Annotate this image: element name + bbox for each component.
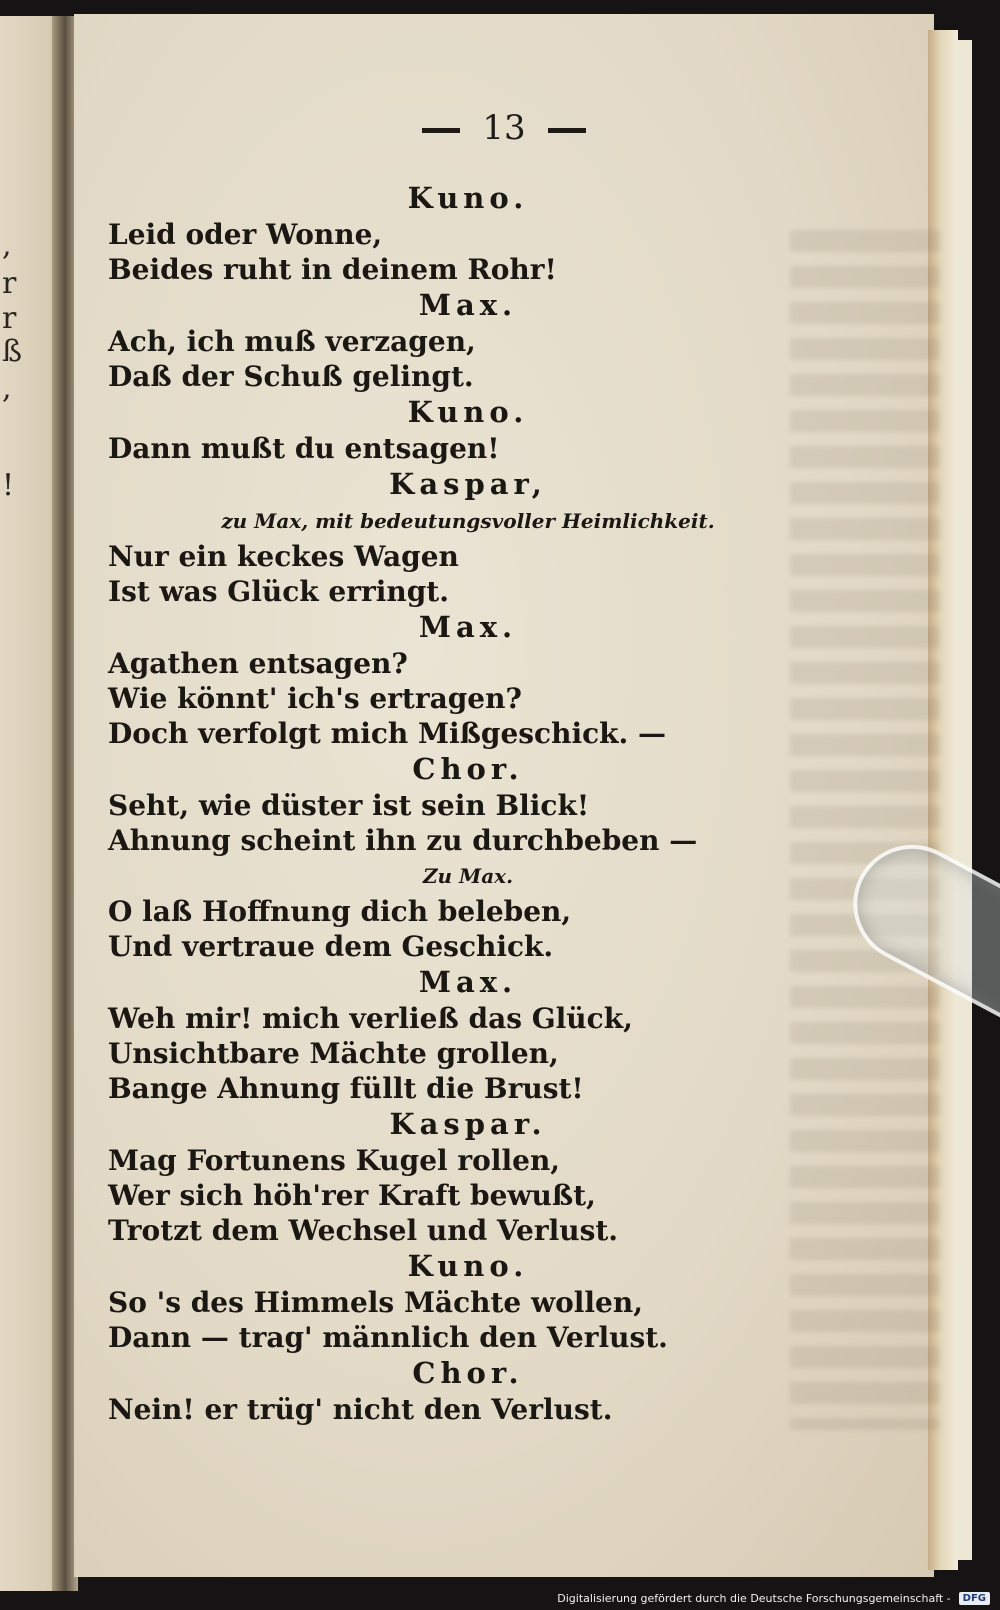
verse-line: Ist was Glück erringt.	[108, 575, 449, 608]
verse-line: Mag Fortunens Kugel rollen,	[108, 1144, 561, 1177]
speaker-name: Kuno.	[407, 1249, 529, 1283]
left-page-fragment: ,	[2, 228, 12, 263]
page-number-dash-left	[422, 128, 460, 133]
digitization-footer	[557, 1588, 990, 1608]
speaker-name: Kuno.	[407, 395, 529, 429]
left-page-fragment: r	[2, 301, 17, 336]
verse-line: Und vertraue dem Geschick.	[108, 930, 554, 963]
speaker-name: Chor.	[412, 1356, 524, 1390]
libretto-text	[108, 180, 828, 1427]
verse-line: Dann — trag' männlich den Verlust.	[108, 1321, 668, 1354]
verse-line: Doch verfolgt mich Mißgeschick. —	[108, 717, 667, 750]
page-number-value: 13	[482, 108, 526, 148]
verse-line: O laß Hoffnung dich beleben,	[108, 895, 572, 928]
verse-line: Daß der Schuß gelingt.	[108, 360, 474, 393]
left-page-fragment: ß	[2, 334, 23, 369]
left-page-fragment: ,	[2, 371, 12, 406]
verse-line: Seht, wie düster ist sein Blick!	[108, 789, 590, 822]
verse-line: Trotzt dem Wechsel und Verlust.	[108, 1214, 619, 1247]
verse-line: Leid oder Wonne,	[108, 218, 383, 251]
page-number	[74, 108, 934, 148]
verse-line: Weh mir! mich verließ das Glück,	[108, 1002, 633, 1035]
speaker-name: Max.	[418, 288, 518, 322]
stage-direction: Zu Max.	[422, 864, 514, 888]
left-page-fragment: !	[2, 468, 15, 503]
speaker-name: Kaspar,	[389, 467, 547, 501]
speaker-name: Chor.	[412, 752, 524, 786]
page-number-dash-right	[548, 128, 586, 133]
speaker-name: Kuno.	[407, 181, 529, 215]
verse-line: Bange Ahnung füllt die Brust!	[108, 1072, 584, 1105]
verse-line: Unsichtbare Mächte grollen,	[108, 1037, 559, 1070]
verse-line: Nur ein keckes Wagen	[108, 540, 459, 573]
verse-line: Nein! er trüg' nicht den Verlust.	[108, 1393, 613, 1426]
footer-credit: Digitalisierung gefördert durch die Deutsche Forschungsgemeinschaft -	[557, 1591, 951, 1605]
stage-direction: zu Max, mit bedeutungsvoller Heimlichkeit.	[221, 509, 715, 533]
verse-line: Wie könnt' ich's ertragen?	[108, 682, 522, 715]
verse-line: So 's des Himmels Mächte wollen,	[108, 1286, 643, 1319]
verse-line: Agathen entsagen?	[108, 647, 408, 680]
left-page-fragment: r	[2, 266, 17, 301]
dfg-logo: DFG	[959, 1592, 990, 1605]
verse-line: Wer sich höh'rer Kraft bewußt,	[108, 1179, 596, 1212]
speaker-name: Max.	[418, 965, 518, 999]
speaker-name: Max.	[418, 610, 518, 644]
verse-line: Ach, ich muß verzagen,	[108, 325, 476, 358]
verse-line: Beides ruht in deinem Rohr!	[108, 253, 557, 286]
verse-line: Dann mußt du entsagen!	[108, 432, 500, 465]
speaker-name: Kaspar.	[389, 1107, 547, 1141]
verse-line: Ahnung scheint ihn zu durchbeben —	[108, 824, 698, 857]
page-edge-outer	[958, 40, 972, 1560]
